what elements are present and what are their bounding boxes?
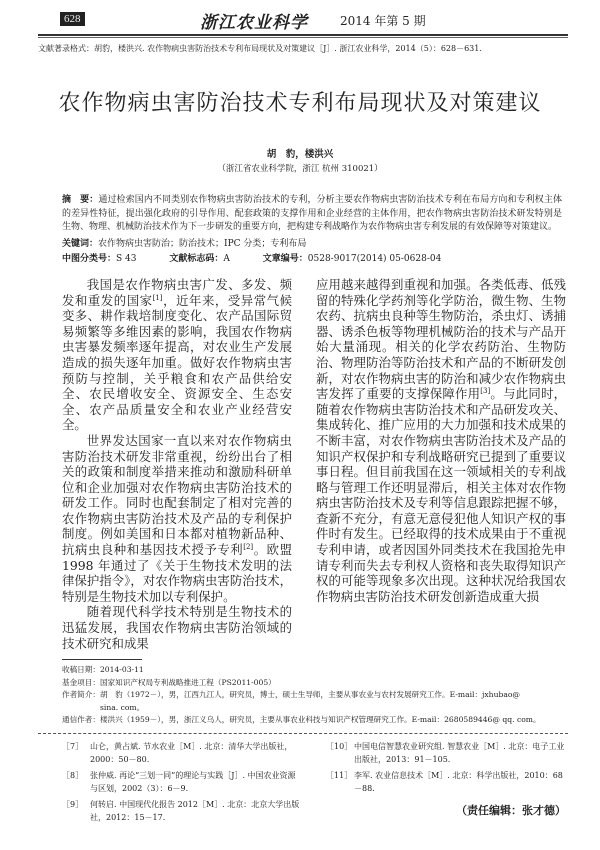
paragraph — [62, 604, 292, 651]
paragraph — [316, 277, 566, 604]
paragraph-text: 。与此同时，随着农作物病虫害防治技术和产品研发攻关、集成转化、推广应用的大力加强和技术成果的不断丰富，对农作物病虫害防治技术及产品的知识产权保护和专利战略研究已提到了重要议事日程。但目前我国在这一领域相关的专利战略与管理工作还明显滞后，相关主体对农作物病虫害防治技术及专利等信息跟踪把握不够，查新不充分，有意无意侵犯他人知识产权的事件时有发生。已经取得的技术成果由于不重视专利申请，或者因国外同类技术在我国抢先申请专利而失去专利权人资格和丧失取得知识产权的可能等现象多次出现。这种状况给我国农作物病虫害防治技术研发创新造成重大损 — [316, 386, 567, 604]
header-rule-thin — [38, 37, 568, 38]
article-number-label: 文章编号： — [262, 254, 308, 265]
abstract-text: 通过检索国内不同类别农作物病虫害防治技术的专利，分析主要农作物病虫害防治技术专利在布局方向和专利权主体的差异性特征，提出强化政府的引导作用、配套政策的支撑作用和企业经营的主体作用，把农作物病虫害防治技术研发特别是生物、物理、机械防治技术作为下一步研发的重要方向，把构建专利战略作为农作物病虫害专利发展的有效保障等对策建议。 — [62, 195, 562, 233]
clc-label: 中图分类号： — [62, 254, 117, 265]
author-bio-cont: sina. com。 — [100, 702, 145, 712]
reference-item — [62, 798, 302, 824]
abstract — [62, 194, 562, 235]
corresponding-author: 通信作者：楼洪兴（1959－），男，浙江义乌人，研究员，主要从事农业科技与知识产权管理研究工作。E-mail：2680589446@ qq. com。 — [62, 715, 541, 725]
separator-dotted — [38, 733, 568, 734]
reference-text: 何转启. 中国现代化报告 2012［M］. 北京：北京大学出版社，2012：15－17. — [90, 799, 300, 822]
citation-ref: [2] — [243, 542, 254, 551]
received-date: 收稿日期：2014-03-11 — [62, 665, 144, 675]
affiliation: （浙江省农业科学院，浙江 杭州 310021） — [217, 164, 383, 174]
journal-name: 浙江农业科学 — [200, 13, 308, 33]
reference-item — [62, 769, 302, 795]
author-bio: 作者简介：胡 豹（1972－），男，江西九江人，研究员，博士，硕士生导师，主要从事农业与农村发展研究工作。E-mail：jxhubao@ — [62, 690, 521, 700]
reference-text: 山仑，黄占斌. 节水农业［M］. 北京：清华大学出版社，2000：50－80. — [90, 741, 293, 764]
paragraph — [62, 277, 292, 433]
citation-ref: [3] — [480, 387, 491, 395]
reference-number: ［7］ — [62, 741, 84, 751]
abstract-label: 摘 要： — [62, 195, 99, 205]
reference-text: 张仲威. 再论“三划一同”的理论与实践［J］. 中国农业资源与区划，2002（3）：6－9. — [90, 770, 296, 793]
reference-text: 李军. 农业信息技术［M］. 北京：科学出版社，2010：68－88. — [354, 770, 563, 793]
citation-format: 文献著录格式：胡豹，楼洪兴. 农作物病虫害防治技术专利布局现状及对策建议［J］. 浙江农业科学，2014（5）：628－631. — [38, 44, 482, 53]
doc-code-label: 文献标志码： — [169, 254, 224, 265]
keywords — [62, 238, 562, 252]
paragraph-text: 我国是农作物病虫害广发、多发、频发和重发的国家 — [62, 276, 292, 308]
reference-item — [62, 740, 302, 766]
paragraph-text: 随着现代科学技术特别是生物技术的迅猛发展，我国农作物病虫害防治领域的技术研究和成果 — [62, 604, 292, 651]
page-number: 628 — [60, 12, 85, 26]
paragraph-text: 世界发达国家一直以来对农作物病虫害防治技术研发非常重视，纷纷出台了相关的政策和制度举措来推动和激励科研单位和企业加强对农作物病虫害防治技术的研发工作。同时也配套制定了相对完善的农作物病虫害防治技术及产品的专利保护制度。例如美国和日本都对植物新品种、抗病虫良种和基因技术授予专利 — [62, 432, 292, 558]
citation-ref: [1] — [152, 293, 163, 302]
reference-text: 中国电信智慧农业研究组. 智慧农业［M］. 北京：电子工业出版社，2013：91－105. — [354, 741, 565, 764]
reference-number: ［10］ — [326, 741, 353, 751]
paragraph-text: ，近年来，受异常气候变多、耕作栽培制度变化、农产品国际贸易频繁等多维因素的影响，我国农作物病虫害暴发频率逐年提高，对农业生产发展造成的损失逐年加重。做好农作物病虫害预防与控制，关乎粮食和农产品供给安全、农民增收安全、资源安全、生态安全、农产品质量安全和农业产业经营安全。 — [62, 292, 293, 433]
paragraph — [62, 433, 292, 605]
body-columns — [62, 277, 566, 651]
page-content — [0, 194, 600, 827]
responsible-editor: （责任编辑：张才德） — [456, 803, 566, 817]
doc-code-value: A — [223, 254, 230, 265]
body-left-column — [62, 277, 292, 651]
issue-label: 2014 年第 5 期 — [340, 14, 426, 28]
header-rule — [38, 34, 568, 36]
reference-number: ［8］ — [62, 770, 84, 780]
keywords-label: 关键词： — [62, 238, 99, 249]
reference-number: ［11］ — [326, 770, 353, 780]
paragraph-text: 应用越来越得到重视和加强。各类低毒、低残留的特殊化学药剂等化学防治，微生物、生物农药、抗病虫良种等生物防治，杀虫灯、诱捕器、诱杀色板等物理机械防治的技术与产品开始大量涌现。相关的化学农药防治、生物防治、物理防治等防治技术和产品的不断研发创新，对农作物病虫害的防治和减少农作物病虫害发挥了重要的支撑保障作用 — [316, 276, 566, 402]
article-number-value: 0528-9017(2014) 05-0628-04 — [307, 254, 442, 265]
classification-line — [62, 253, 562, 267]
reference-number: ［9］ — [62, 799, 84, 809]
authors: 胡 豹，楼洪兴 — [266, 149, 334, 160]
paper-title: 农作物病虫害防治技术专利布局现状及对策建议 — [58, 91, 542, 116]
reference-item — [326, 769, 566, 795]
reference-item — [326, 740, 566, 766]
footnote-rule — [62, 659, 142, 660]
references-left — [62, 740, 302, 827]
fund-project: 基金项目：国家知识产权局专利战略推进工程（PS2011-005） — [62, 677, 276, 687]
keywords-text: 农作物病虫害防治；防治技术；IPC 分类；专利布局 — [98, 238, 307, 249]
references-right — [326, 740, 566, 827]
paragraph-text: 。欧盟 1998 年通过了《关于生物技术发明的法律保护指令》，对农作物病虫害防治技术，特别是生物技术加以专利保护。 — [62, 542, 293, 604]
clc-value: S 43 — [116, 254, 137, 265]
references — [62, 740, 566, 827]
body-right-column — [316, 277, 566, 604]
footnotes — [62, 664, 562, 727]
